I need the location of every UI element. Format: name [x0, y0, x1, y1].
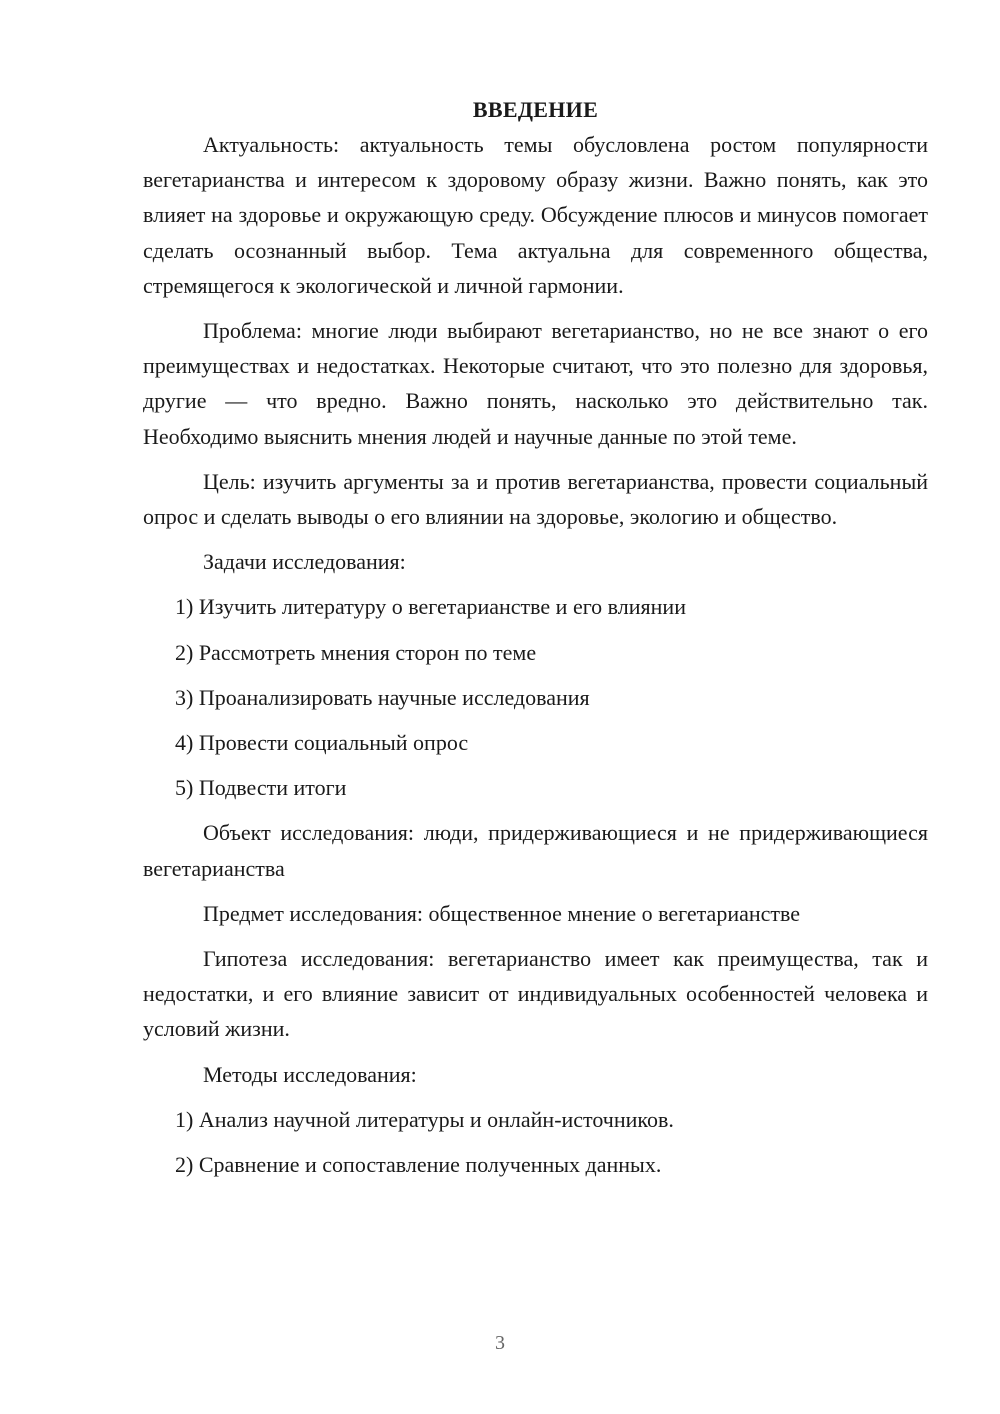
tasks-heading: Задачи исследования: [203, 549, 406, 575]
tasks-list [143, 589, 928, 805]
list-item: 1) Изучить литературу о вегетарианстве и его влиянии [175, 594, 686, 620]
list-item: 2) Рассмотреть мнения сторон по теме [175, 639, 537, 665]
subject-paragraph: Предмет исследования: общественное мнение о вегетарианстве [203, 900, 801, 926]
object-paragraph: Объект исследования: люди, придерживающиеся и не придерживающиеся вегетарианства [143, 820, 928, 881]
problem-paragraph: Проблема: многие люди выбирают вегетарианство, но не все знают о его преимуществах и недостатках. Некоторые считают, что это полезно для здоровья, другие — что вредно. Важно понять, насколько это действительно так. Необходимо выяснить мнения людей и научные данные по этой теме. [143, 318, 928, 449]
list-item: 5) Подвести итоги [175, 775, 347, 801]
methods-list [143, 1102, 928, 1182]
goal-paragraph: Цель: изучить аргументы за и против вегетарианства, провести социальный опрос и сделать выводы о его влиянии на здоровье, экологию и общество. [143, 468, 928, 530]
list-item: 4) Провести социальный опрос [175, 730, 469, 756]
methods-heading: Методы исследования: [203, 1061, 417, 1087]
list-item: 3) Проанализировать научные исследования [175, 684, 590, 710]
page-number: 3 [495, 1332, 505, 1354]
relevance-paragraph: Актуальность: актуальность темы обусловлена ростом популярности вегетарианства и интересом к здоровому образу жизни. Важно понять, как это влияет на здоровье и окружающую среду. Обсуждение плюсов и минусов помогает сделать осознанный выбор. Тема актуальна для современного общества, стремящегося к экологической и личной гармонии. [143, 132, 928, 298]
list-item: 1) Анализ научной литературы и онлайн-источников. [175, 1106, 674, 1132]
hypothesis-paragraph: Гипотеза исследования: вегетарианство имеет как преимущества, так и недостатки, и его влияние зависит от индивидуальных особенностей человека и условий жизни. [143, 946, 928, 1042]
document-page [143, 92, 928, 1192]
page-title: ВВЕДЕНИЕ [472, 97, 599, 122]
list-item: 2) Сравнение и сопоставление полученных данных. [175, 1152, 662, 1178]
